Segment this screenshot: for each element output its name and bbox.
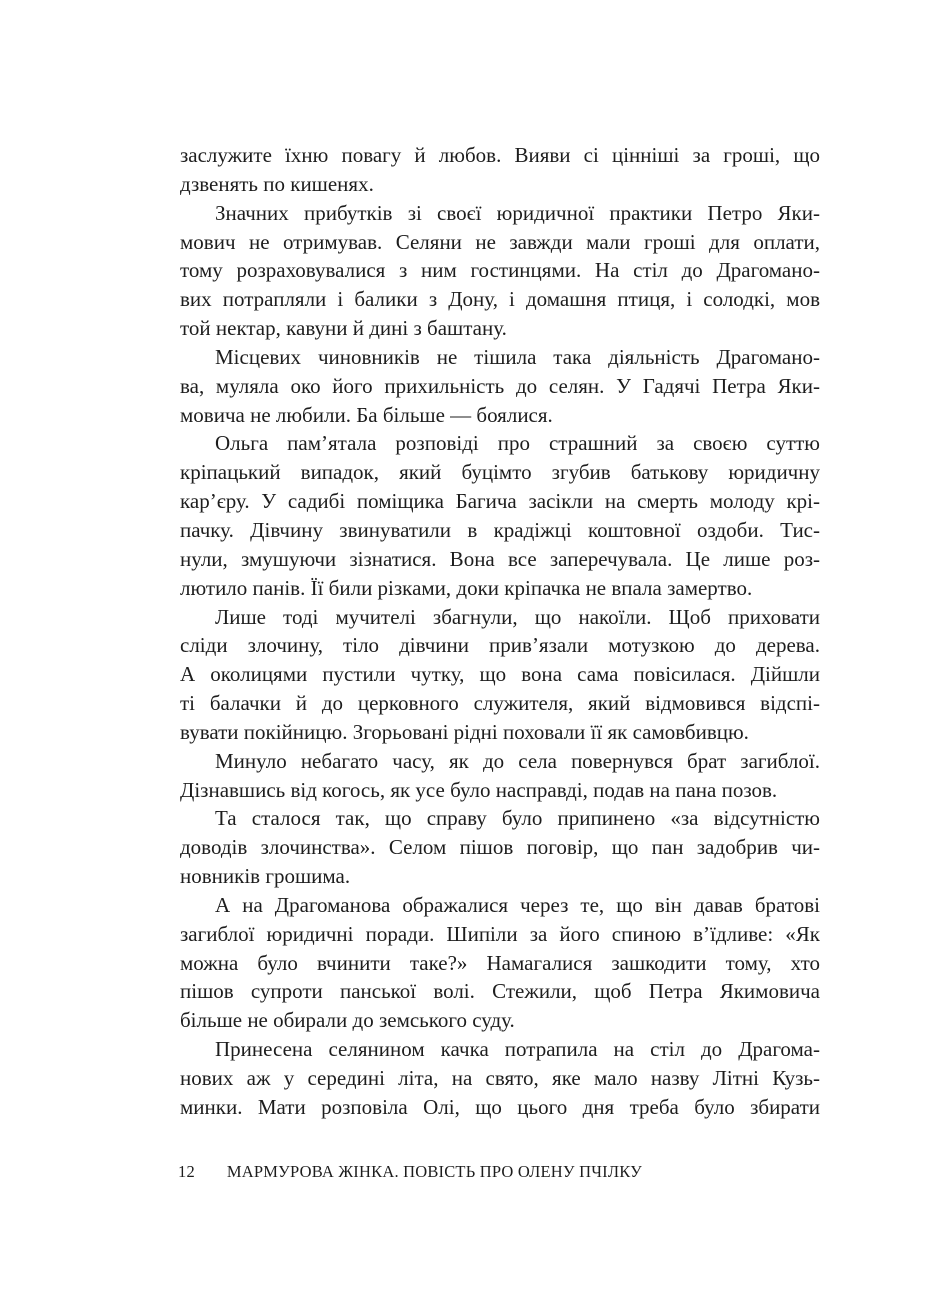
text-line: новників грошима. [180, 864, 351, 889]
text-line: Минуло небагато часу, як до села повернувся брат загиблої. [215, 748, 820, 773]
text-line: А околицями пустили чутку, що вона сама повісилася. Дійшли [180, 662, 820, 687]
text-line: мович не отримував. Селяни не завжди мали гроші для оплати, [180, 229, 820, 254]
text-line: нули, змушуючи зізнатися. Вона все заперечувала. Це лише роз- [180, 546, 820, 571]
text-line: вувати покійницю. Згорьовані рідні поховали її як самовбивцю. [180, 719, 749, 744]
page-footer [178, 1161, 642, 1183]
text-line: загиблої юридичні поради. Шипіли за його спиною в’їдливе: «Як [180, 921, 820, 946]
text-line: Значних прибутків зі своєї юридичної практики Петро Яки- [215, 200, 820, 225]
text-line: Лише тоді мучителі збагнули, що накоїли. Щоб приховати [215, 604, 820, 629]
text-line: кар’єру. У садибі поміщика Багича засікли на смерть молоду крі- [180, 489, 820, 514]
text-block [180, 141, 820, 1122]
text-line: сліди злочину, тіло дівчини прив’язали мотузкою до дерева. [180, 633, 820, 658]
text-line: Дізнавшись від когось, як усе було насправді, подав на пана позов. [180, 777, 778, 802]
text-line: ті балачки й до церковного служителя, який відмовився відспі- [180, 691, 820, 716]
text-line: нових аж у середині літа, на свято, яке мало назву Літні Кузь- [180, 1066, 820, 1090]
text-line: дзвенять по кишенях. [180, 171, 374, 196]
page-number: 12 [178, 1162, 195, 1181]
text-line: А на Драгоманова ображалися через те, що він давав братові [215, 892, 820, 917]
text-line: минки. Мати розповіла Олі, що цього дня треба було збирати [180, 1094, 820, 1119]
text-line: мовича не любили. Ба більше — боялися. [180, 402, 553, 427]
text-line: більше не обирали до земського суду. [180, 1008, 515, 1033]
text-line: Принесена селянином качка потрапила на стіл до Драгома- [215, 1037, 820, 1062]
text-line: можна було вчинити таке?» Намагалися зашкодити тому, хто [180, 950, 820, 975]
text-line: заслужите їхню повагу й любов. Вияви сі цінніші за гроші, що [180, 143, 820, 167]
text-line: Місцевих чиновників не тішила така діяльність Драгомано- [215, 344, 820, 369]
text-line: той нектар, кавуни й дині з баштану. [180, 316, 507, 341]
text-line: пачку. Дівчину звинуватили в крадіжці коштовної оздоби. Тис- [180, 517, 820, 542]
text-line: ва, муляла око його прихильність до селян. У Гадячі Петра Яки- [180, 373, 820, 398]
text-line: тому розраховувалися з ним гостинцями. На стіл до Драгомано- [180, 258, 820, 283]
text-line: вих потрапляли і балики з Дону, і домашня птиця, і солодкі, мов [180, 287, 820, 312]
running-title: МАРМУРОВА ЖІНКА. ПОВІСТЬ ПРО ОЛЕНУ ПЧІЛКУ [226, 1162, 643, 1181]
text-line: доводів злочинства». Селом пішов поговір, що пан задобрив чи- [180, 835, 820, 860]
text-line: кріпацький випадок, який буцімто згубив батькову юридичну [180, 460, 820, 485]
text-line: пішов супроти панської волі. Стежили, щоб Петра Якимовича [180, 979, 820, 1004]
text-line: Ольга пам’ятала розповіді про страшний за своєю суттю [215, 431, 820, 456]
text-line: Та сталося так, що справу було припинено «за відсутністю [215, 806, 820, 831]
text-line: лютило панів. Її били різками, доки кріпачка не впала замертво. [180, 575, 753, 600]
